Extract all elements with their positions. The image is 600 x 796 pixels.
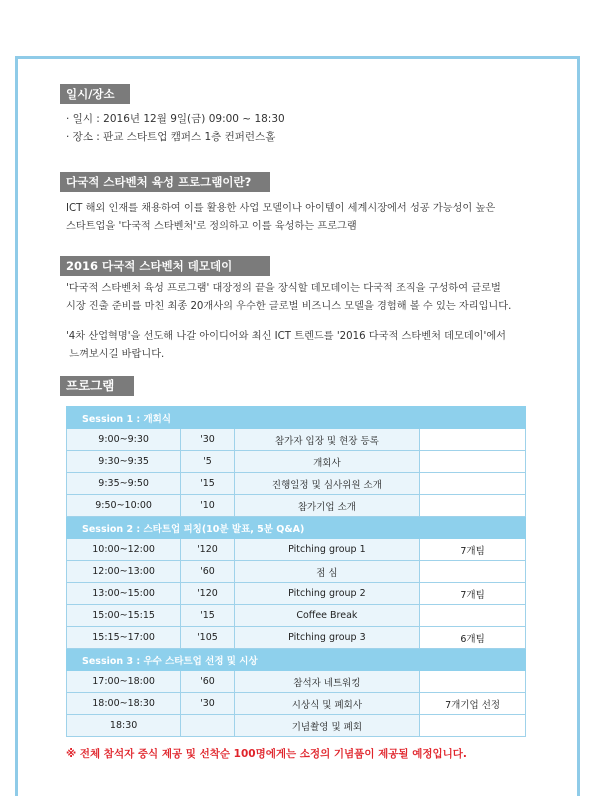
time-cell: 10:00~12:00 bbox=[67, 539, 181, 561]
session-title: Session 2 : 스타트업 피칭(10분 발표, 5분 Q&A) bbox=[67, 517, 526, 539]
duration-cell: '120 bbox=[181, 583, 234, 605]
table-row bbox=[67, 605, 526, 627]
table-row bbox=[67, 561, 526, 583]
item-cell: 진행일정 및 심사위원 소개 bbox=[234, 473, 419, 495]
note-cell bbox=[420, 671, 526, 693]
table-row bbox=[67, 583, 526, 605]
note-cell: 6개팀 bbox=[420, 627, 526, 649]
place-line: · 장소 : 판교 스타트업 캠퍼스 1층 컨퍼런스홀 bbox=[66, 131, 276, 143]
table-row bbox=[67, 451, 526, 473]
time-cell: 9:35~9:50 bbox=[67, 473, 181, 495]
note-cell: 7개기업 선정 bbox=[420, 693, 526, 715]
time-cell: 15:15~17:00 bbox=[67, 627, 181, 649]
about-paragraph bbox=[66, 200, 586, 236]
time-cell: 18:00~18:30 bbox=[67, 693, 181, 715]
session-row bbox=[67, 649, 526, 671]
table-row bbox=[67, 429, 526, 451]
item-cell: 참석자 네트워킹 bbox=[234, 671, 419, 693]
note-cell: 7개팀 bbox=[420, 583, 526, 605]
table-row bbox=[67, 473, 526, 495]
table-row bbox=[67, 693, 526, 715]
note-cell bbox=[420, 715, 526, 737]
section-header-about: 다국적 스타벤처 육성 프로그램이란? bbox=[60, 172, 270, 192]
item-cell: 참가기업 소개 bbox=[234, 495, 419, 517]
about-line-2: 스타트업을 '다국적 스타벤처'로 정의하고 이를 육성하는 프로그램 bbox=[66, 221, 357, 232]
time-cell: 13:00~15:00 bbox=[67, 583, 181, 605]
section-header-demoday: 2016 다국적 스타벤처 데모데이 bbox=[60, 256, 270, 276]
note-cell bbox=[420, 451, 526, 473]
item-cell: Pitching group 3 bbox=[234, 627, 419, 649]
time-cell: 12:00~13:00 bbox=[67, 561, 181, 583]
session-row bbox=[67, 517, 526, 539]
duration-cell bbox=[181, 715, 234, 737]
time-cell: 15:00~15:15 bbox=[67, 605, 181, 627]
table-row bbox=[67, 715, 526, 737]
note-cell bbox=[420, 429, 526, 451]
item-cell: Pitching group 2 bbox=[234, 583, 419, 605]
duration-cell: '10 bbox=[181, 495, 234, 517]
time-cell: 17:00~18:00 bbox=[67, 671, 181, 693]
note-cell bbox=[420, 605, 526, 627]
demoday-paragraph-2 bbox=[66, 328, 586, 364]
table-row bbox=[67, 671, 526, 693]
item-cell: 기념촬영 및 폐회 bbox=[234, 715, 419, 737]
session-title: Session 1 : 개회식 bbox=[67, 407, 526, 429]
item-cell: Pitching group 1 bbox=[234, 539, 419, 561]
duration-cell: '120 bbox=[181, 539, 234, 561]
demoday-p1-line-1: '다국적 스타벤처 육성 프로그램' 대장정의 끝을 장식할 데모데이는 다국적 조직을 구성하여 글로벌 bbox=[66, 283, 501, 294]
table-row bbox=[67, 627, 526, 649]
time-cell: 18:30 bbox=[67, 715, 181, 737]
table-row bbox=[67, 539, 526, 561]
duration-cell: '30 bbox=[181, 429, 234, 451]
note-cell bbox=[420, 495, 526, 517]
note-cell: 7개팀 bbox=[420, 539, 526, 561]
item-cell: 개회사 bbox=[234, 451, 419, 473]
time-cell: 9:00~9:30 bbox=[67, 429, 181, 451]
duration-cell: '60 bbox=[181, 561, 234, 583]
notice-text: ※ 전체 참석자 중식 제공 및 선착순 100명에게는 소정의 기념품이 제공될 예정입니다. bbox=[66, 748, 467, 760]
item-cell: 시상식 및 폐회사 bbox=[234, 693, 419, 715]
duration-cell: '105 bbox=[181, 627, 234, 649]
session-row bbox=[67, 407, 526, 429]
about-line-1: ICT 해외 인재를 채용하여 이를 활용한 사업 모델이나 아이템이 세계시장에서 성공 가능성이 높은 bbox=[66, 203, 496, 214]
demoday-paragraph-1 bbox=[66, 280, 586, 316]
note-cell bbox=[420, 473, 526, 495]
time-cell: 9:30~9:35 bbox=[67, 451, 181, 473]
item-cell: 점 심 bbox=[234, 561, 419, 583]
item-cell: Coffee Break bbox=[234, 605, 419, 627]
item-cell: 참가자 입장 및 현장 등록 bbox=[234, 429, 419, 451]
demoday-p2-line-2: 느껴보시길 바랍니다. bbox=[66, 349, 165, 360]
note-cell bbox=[420, 561, 526, 583]
session-title: Session 3 : 우수 스타트업 선정 및 시상 bbox=[67, 649, 526, 671]
program-table bbox=[66, 406, 526, 737]
time-cell: 9:50~10:00 bbox=[67, 495, 181, 517]
date-line: · 일시 : 2016년 12월 9일(금) 09:00 ~ 18:30 bbox=[66, 113, 285, 125]
demoday-p1-line-2: 시장 진출 준비를 마친 최종 20개사의 우수한 글로벌 비즈니스 모델을 경험해 볼 수 있는 자리입니다. bbox=[66, 301, 512, 312]
duration-cell: '60 bbox=[181, 671, 234, 693]
duration-cell: '15 bbox=[181, 605, 234, 627]
table-row bbox=[67, 495, 526, 517]
duration-cell: '30 bbox=[181, 693, 234, 715]
duration-cell: '5 bbox=[181, 451, 234, 473]
duration-cell: '15 bbox=[181, 473, 234, 495]
section-header-when-where: 일시/장소 bbox=[60, 84, 130, 104]
demoday-p2-line-1: '4차 산업혁명'을 선도해 나갈 아이디어와 최신 ICT 트렌드를 '2016 다국적 스타벤처 데모데이'에서 bbox=[66, 331, 507, 342]
section-header-program: 프로그램 bbox=[60, 376, 134, 396]
